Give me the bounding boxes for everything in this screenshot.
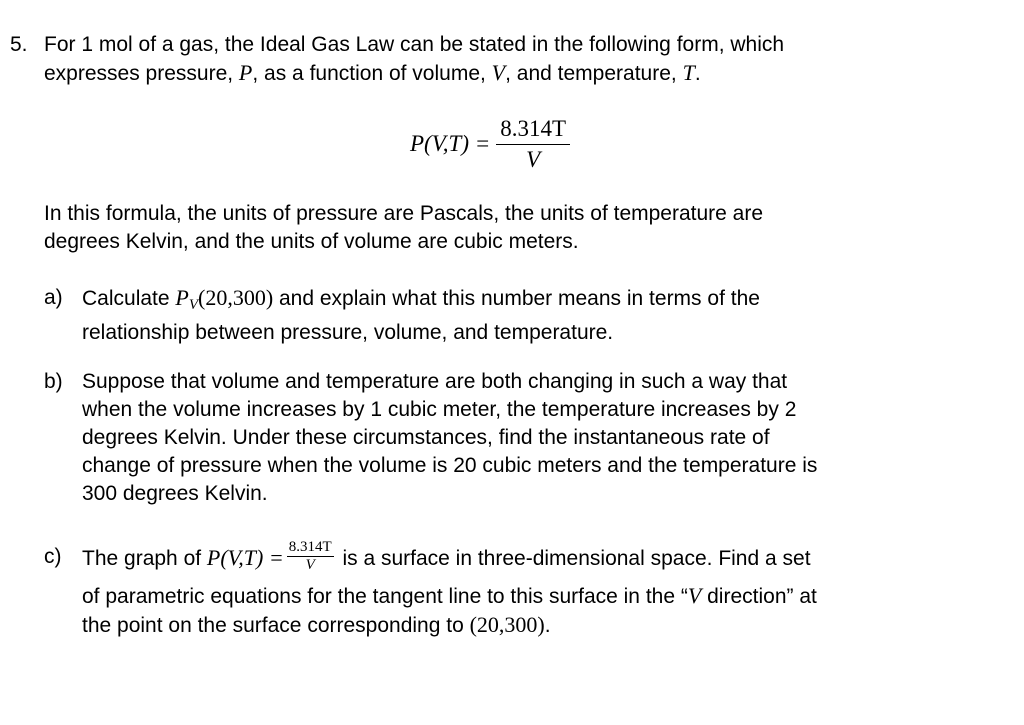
- part-c-text: is a surface in three-dimensional space. Find a set: [336, 547, 811, 571]
- inline-numerator: 8.314T: [288, 539, 332, 555]
- ideal-gas-formula: [410, 112, 570, 176]
- var-p: P: [238, 60, 253, 85]
- part-b-line-5: 300 degrees Kelvin.: [82, 482, 268, 505]
- intro-text: expresses pressure,: [44, 62, 239, 85]
- part-c-text: The graph of: [82, 547, 207, 571]
- part-c-line-1: [82, 539, 982, 576]
- part-c-line-2: [82, 582, 982, 611]
- intro-text: .: [694, 62, 701, 85]
- part-b: [82, 368, 982, 508]
- formula-fraction: [496, 116, 570, 173]
- intro-text: , and temperature,: [505, 62, 683, 85]
- part-c-text: direction” at: [701, 585, 817, 608]
- var-v-subscript: V: [188, 297, 199, 313]
- part-b-line-4: change of pressure when the volume is 20 cubic meters and the temperature is: [82, 454, 818, 477]
- part-b-line-1: Suppose that volume and temperature are both changing in such a way that: [82, 370, 788, 393]
- part-b-label: b): [44, 370, 63, 393]
- part-c-line-3: [82, 611, 982, 640]
- var-p: P: [175, 285, 189, 310]
- problem-intro: [44, 31, 1004, 88]
- inline-denominator: V: [305, 557, 315, 573]
- part-c-label: c): [44, 545, 62, 568]
- part-b-line-3: degrees Kelvin. Under these circumstances, find the instantaneous rate of: [82, 426, 770, 449]
- inline-fraction: [287, 540, 334, 573]
- units-paragraph: [44, 200, 1004, 256]
- point: (20,300): [469, 612, 545, 637]
- formula-lhs: P(V,T) =: [410, 131, 491, 156]
- part-a-text: Calculate: [82, 287, 176, 310]
- var-t: T: [682, 60, 695, 85]
- part-b-line-2: when the volume increases by 1 cubic meter, the temperature increases by 2: [82, 398, 797, 421]
- part-c-text: .: [544, 614, 551, 637]
- part-c: [82, 539, 982, 640]
- part-a-line-2: relationship between pressure, volume, and temperature.: [82, 321, 614, 344]
- var-v: V: [491, 60, 506, 85]
- formula-numerator: 8.314T: [496, 116, 570, 145]
- formula-denominator: V: [526, 146, 541, 172]
- part-a-label: a): [44, 286, 63, 309]
- units-line-1: In this formula, the units of pressure are Pascals, the units of temperature are: [44, 202, 764, 225]
- part-a-line-1: [82, 284, 982, 319]
- part-c-text: the point on the surface corresponding to: [82, 614, 470, 637]
- part-c-text: of parametric equations for the tangent line to this surface in the “: [82, 585, 688, 608]
- partial-derivative-pv: [175, 285, 274, 313]
- args: (20,300): [198, 285, 274, 310]
- problem-number: 5.: [10, 33, 28, 56]
- var-v: V: [687, 583, 702, 608]
- intro-line-1: For 1 mol of a gas, the Ideal Gas Law can be stated in the following form, which: [44, 33, 785, 56]
- intro-text: , as a function of volume,: [252, 62, 492, 85]
- inline-formula-lhs: P(V,T) =: [206, 545, 284, 571]
- part-a-text: and explain what this number means in terms of the: [273, 287, 760, 310]
- part-a: [82, 284, 982, 347]
- units-line-2: degrees Kelvin, and the units of volume are cubic meters.: [44, 230, 579, 253]
- intro-line-2: [44, 59, 1004, 88]
